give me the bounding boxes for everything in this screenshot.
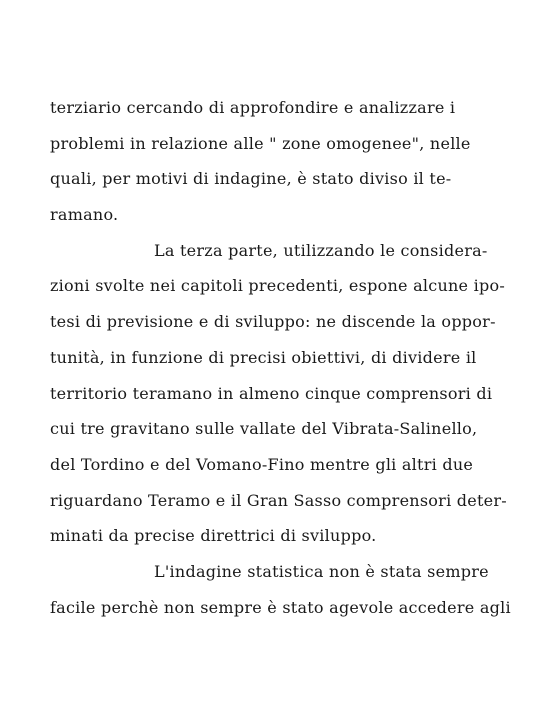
text-line: terziario cercando di approfondire e analizzare i: [50, 98, 456, 117]
text-line: del Tordino e del Vomano-Fino mentre gli altri due: [50, 454, 474, 474]
text-line: tunità, in funzione di precisi obiettivi, di dividere il: [50, 347, 477, 367]
text-line: territorio teramano in almeno cinque comprensori di: [50, 383, 493, 403]
text-line: ramano.: [50, 205, 119, 225]
text-line: minati da precise direttrici di sviluppo.: [50, 526, 377, 546]
body-text: [50, 90, 520, 625]
text-line: tesi di previsione e di sviluppo: ne discende la oppor-: [50, 312, 496, 332]
text-line: zioni svolte nei capitoli precedenti, espone alcune ipo-: [50, 276, 506, 296]
text-line: quali, per motivi di indagine, è stato diviso il te-: [50, 169, 452, 189]
text-line: cui tre gravitano sulle vallate del Vibrata-Salinello,: [50, 419, 478, 439]
text-line: facile perchè non sempre è stato agevole accedere agli: [50, 597, 511, 617]
paragraph-start-line: La terza parte, utilizzando le considera-: [154, 240, 488, 260]
text-line: problemi in relazione alle " zone omogenee", nelle: [50, 133, 471, 153]
text-line: riguardano Teramo e il Gran Sasso comprensori deter-: [50, 490, 507, 510]
paragraph-start-line: L'indagine statistica non è stata sempre: [154, 561, 489, 581]
